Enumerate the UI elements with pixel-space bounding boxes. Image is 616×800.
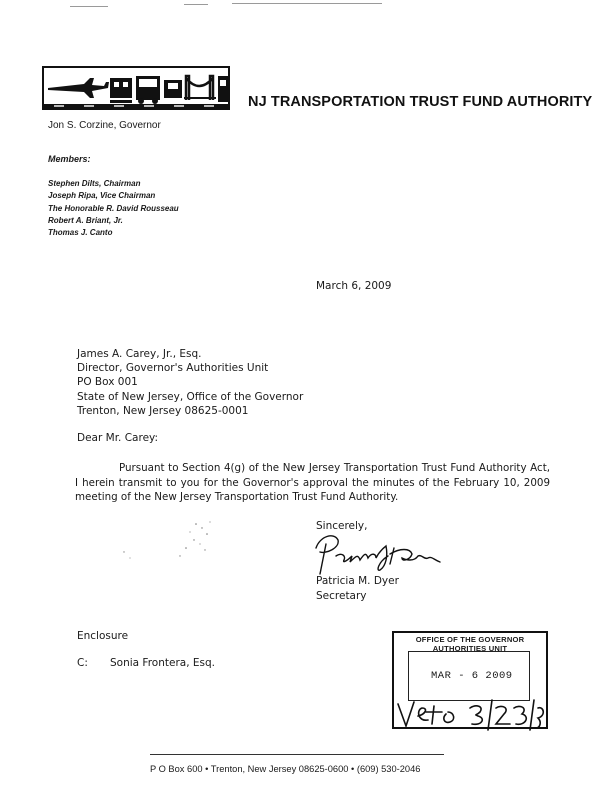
handwritten-veto-note — [392, 696, 548, 732]
organization-name: NJ TRANSPORTATION TRUST FUND AUTHORITY — [248, 94, 593, 110]
handwritten-signature — [306, 526, 456, 582]
scan-artifact-line — [232, 3, 382, 4]
members-heading: Members: — [48, 154, 91, 164]
member-item: The Honorable R. David Rousseau — [48, 203, 179, 213]
scan-artifact-line — [70, 6, 108, 7]
cc-label: C: — [77, 657, 88, 669]
members-list — [48, 178, 179, 239]
member-item: Joseph Ripa, Vice Chairman — [48, 191, 156, 201]
signer-name: Patricia M. Dyer — [316, 575, 399, 587]
stamp-date-box — [408, 651, 530, 701]
member-item: Thomas J. Canto — [48, 228, 113, 238]
recipient-line: PO Box 001 — [77, 376, 138, 389]
recipient-line: State of New Jersey, Office of the Governor — [77, 390, 304, 403]
recipient-line: James A. Carey, Jr., Esq. — [77, 348, 202, 360]
scan-artifact-line — [184, 4, 208, 5]
letter-body: Pursuant to Section 4(g) of the New Jersey Transportation Trust Fund Authority Act, I herein transmit to you for the Governor's approval the minutes of the February 10, 2009 meeting of the New Jersey Transportation Trust Fund Authority. — [75, 462, 550, 504]
transportation-logo — [42, 66, 230, 110]
recipient-line: Trenton, New Jersey 08625-0001 — [77, 404, 249, 417]
stamp-line-1: OFFICE OF THE GOVERNOR — [415, 635, 525, 644]
stamp-line-2: AUTHORITIES UNIT — [432, 643, 508, 653]
transportation-modes-icon — [44, 68, 228, 108]
recipient-line: Director, Governor's Authorities Unit — [77, 362, 269, 375]
footer-address: P O Box 600 • Trenton, New Jersey 08625-0600 • (609) 530-2046 — [150, 764, 421, 774]
cc-name: Sonia Frontera, Esq. — [110, 657, 215, 669]
scan-specks — [110, 518, 230, 568]
recipient-address — [77, 347, 303, 418]
footer-rule — [150, 754, 444, 755]
member-item: Stephen Dilts, Chairman — [48, 179, 141, 188]
signer-title: Secretary — [316, 590, 367, 602]
salutation: Dear Mr. Carey: — [77, 432, 159, 444]
closing: Sincerely, — [316, 520, 368, 532]
member-item: Robert A. Briant, Jr. — [48, 215, 123, 225]
enclosure-note: Enclosure — [77, 630, 129, 642]
stamp-date: MAR - 6 2009 — [431, 670, 513, 682]
governor-line: Jon S. Corzine, Governor — [48, 120, 161, 131]
letter-date: March 6, 2009 — [316, 280, 392, 292]
